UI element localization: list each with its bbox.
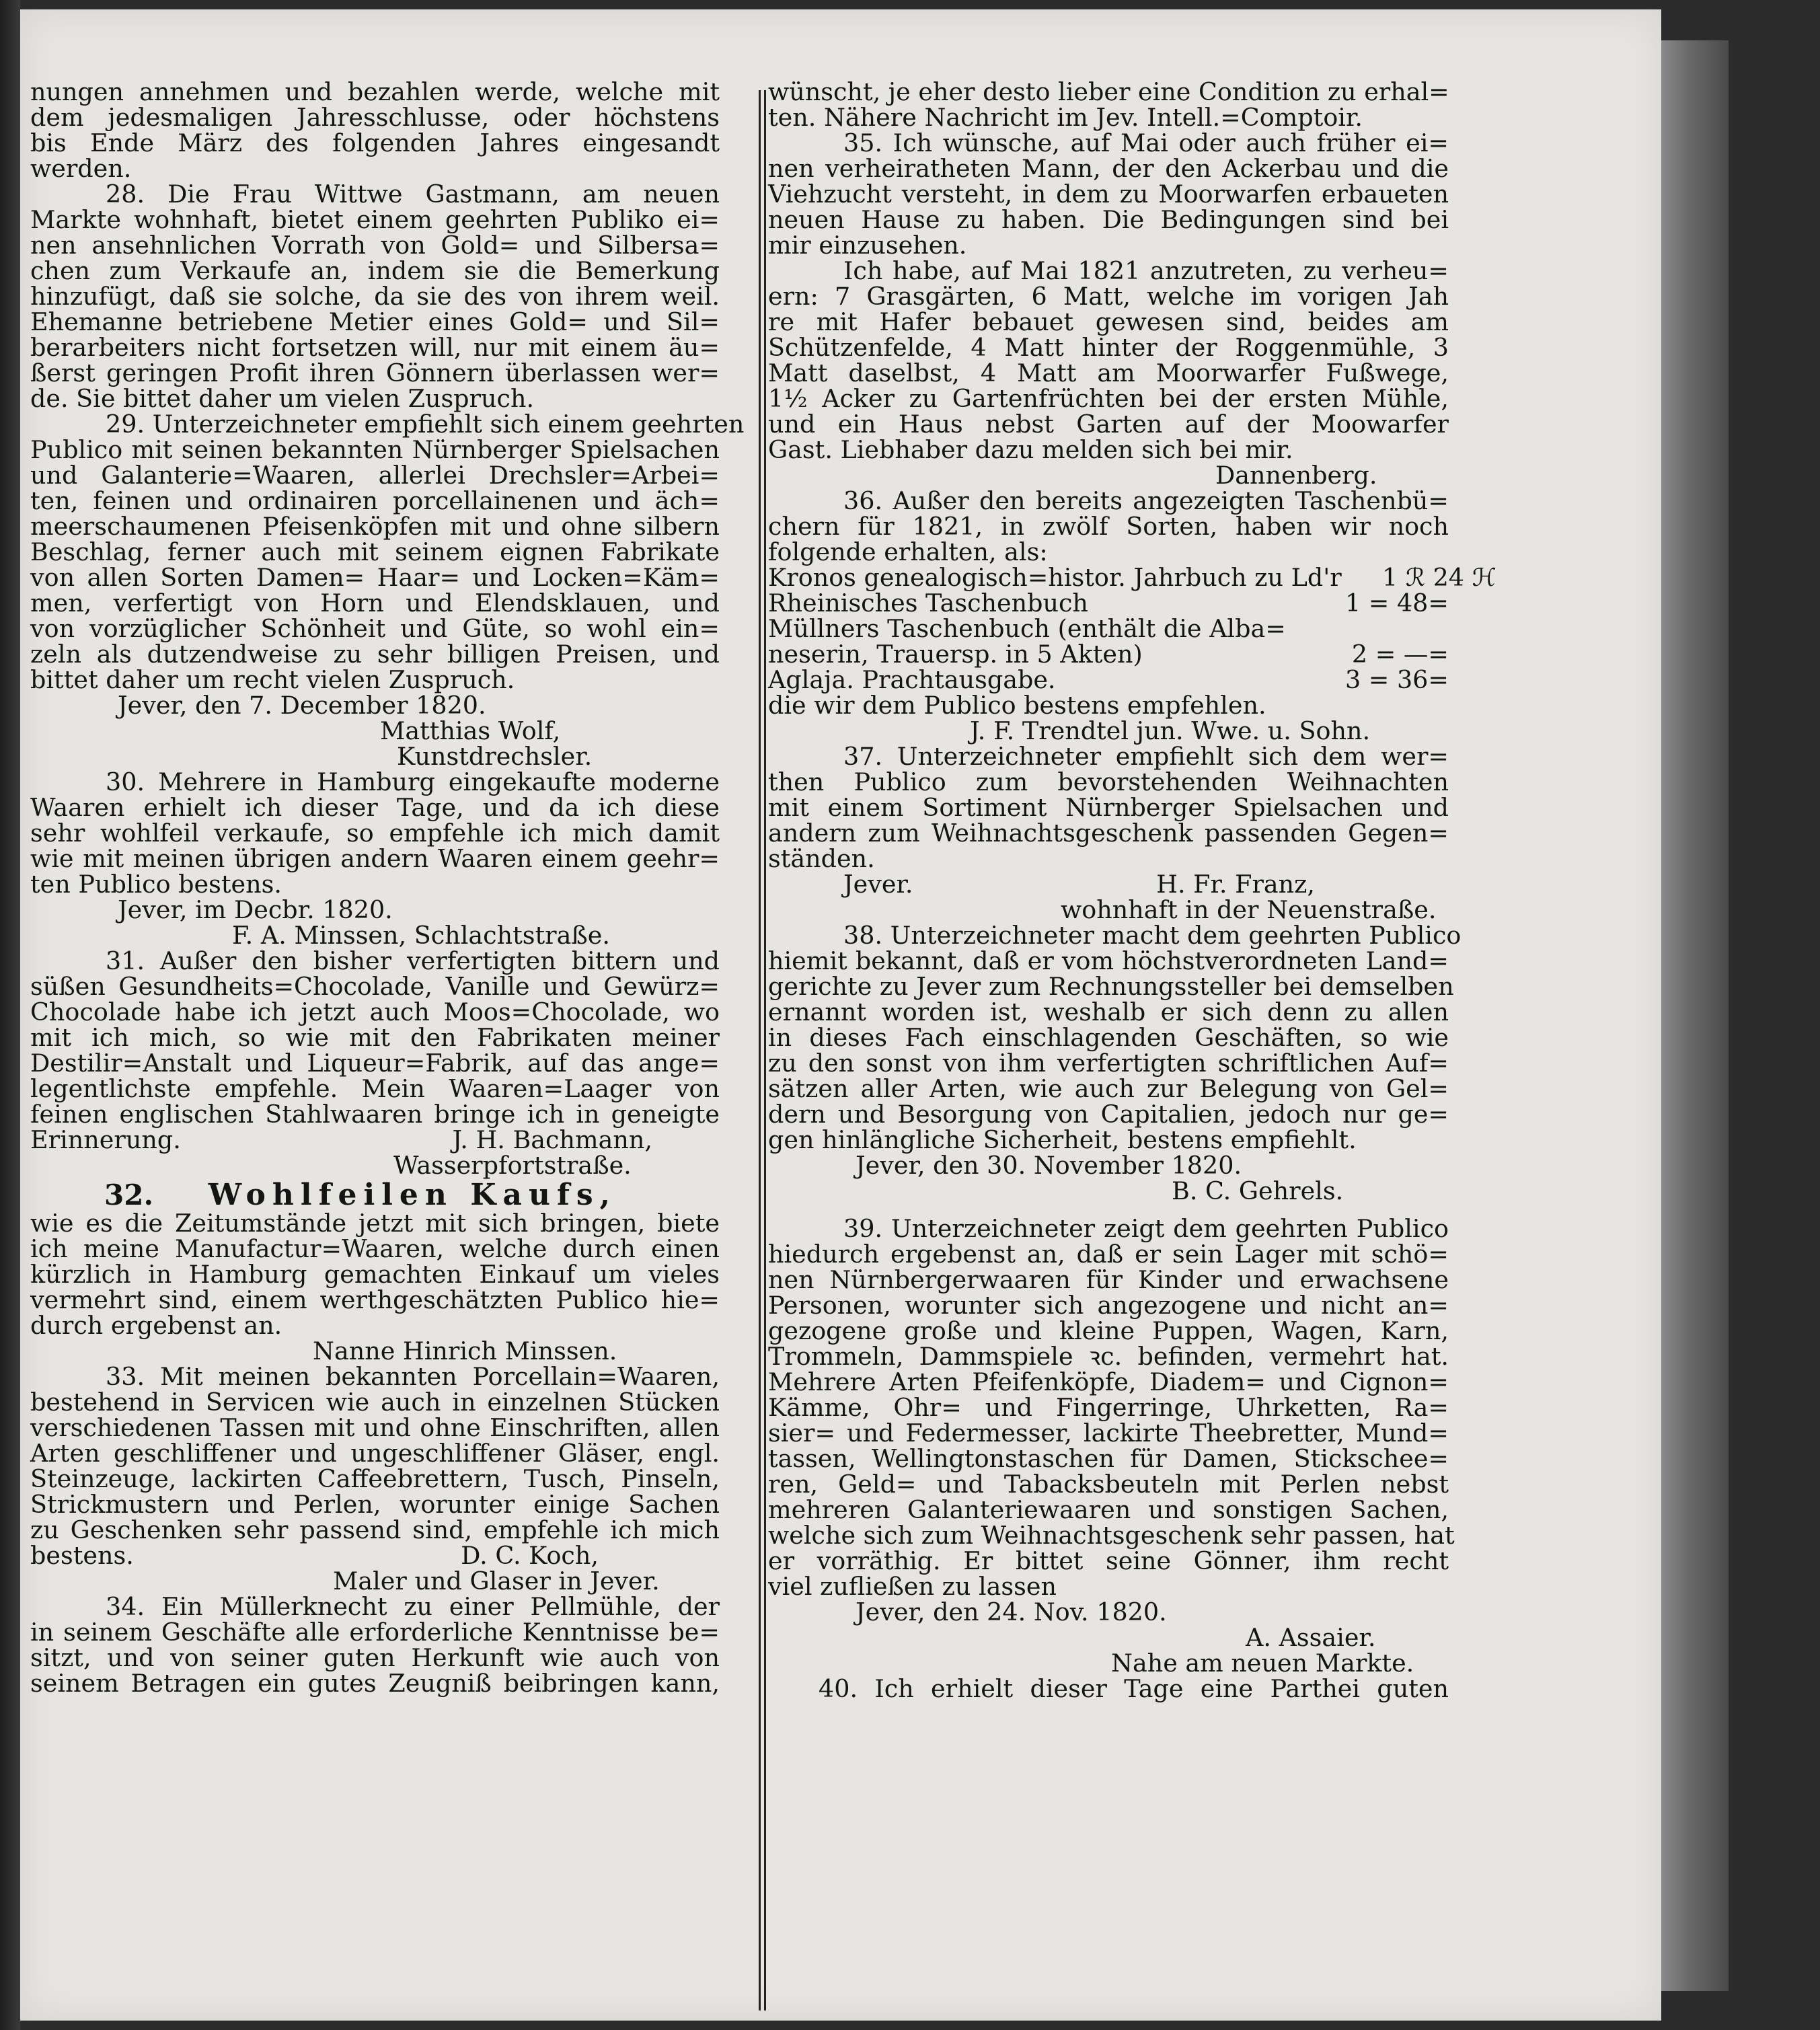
- text-line: 33. Mit meinen bekannten Porcellain=Waaren,: [106, 1362, 720, 1391]
- text-line: chern für 1821, in zwölf Sorten, haben wir noch: [768, 512, 1449, 541]
- notice-33-closing: [30, 1543, 720, 1569]
- notice-32-heading: [30, 1178, 720, 1212]
- text-line: dern und Besorgung von Capitalien, jedoch nur ge=: [768, 1100, 1449, 1129]
- notice-32-number: 32.: [104, 1178, 154, 1211]
- text-line: kürzlich in Hamburg gemachten Einkauf um vieles: [30, 1260, 720, 1289]
- text-line: 38. Unterzeichneter macht dem geehrten Publico: [843, 921, 1462, 950]
- price-item-price: 3 = 36=: [1344, 665, 1449, 694]
- text-line: 39. Unterzeichneter zeigt dem geehrten Publico: [843, 1214, 1449, 1243]
- newspaper-page: [20, 9, 1661, 2021]
- price-item-name: Aglaja. Prachtausgabe.: [768, 665, 1056, 694]
- text-line: hiemit bekannt, daß er vom höchstverordneten Land=: [768, 946, 1449, 975]
- notice-32-title: Wohlfeilen Kaufs,: [208, 1178, 617, 1212]
- text-line: nen ansehnlichen Vorrath von Gold= und Silbersa=: [30, 231, 720, 260]
- text-line: zeln als dutzendweise zu sehr billigen Preisen, und: [30, 640, 720, 669]
- text-line: Strickmustern und Perlen, worunter einige Sachen: [30, 1490, 720, 1519]
- notice-37: [768, 744, 1449, 872]
- text-line: meerschaumenen Pfeisenköpfen mit und ohne silbern: [30, 512, 720, 541]
- price-list-row: [768, 563, 1496, 592]
- text-line: in seinem Geschäfte alle erforderliche Kenntnisse be=: [30, 1618, 720, 1647]
- notice-29-date: Jever, den 7. December 1820.: [118, 691, 486, 720]
- text-line: men, verfertigt von Horn und Elendsklauen, und: [30, 589, 720, 617]
- text-line: nen Nürnbergerwaaren für Kinder und erwachsene: [768, 1265, 1449, 1294]
- text-line: Gast. Liebhaber dazu melden sich bei mir.: [768, 435, 1293, 464]
- notice-33: [30, 1364, 720, 1543]
- text-line: 37. Unterzeichneter empfiehlt sich dem wer=: [843, 742, 1449, 771]
- notice-36-signature: J. F. Trendtel jun. Wwe. u. Sohn.: [970, 716, 1371, 745]
- text-line: 1½ Acker zu Gartenfrüchten bei der ersten Mühle,: [768, 384, 1449, 413]
- binding-gutter: [0, 0, 20, 2030]
- text-line: Kämme, Ohr= und Fingerringe, Uhrketten, Ra=: [768, 1393, 1449, 1422]
- notice-31-address: Wasserpfortstraße.: [393, 1151, 632, 1180]
- text-line: Ich habe, auf Mai 1821 anzutreten, zu verheu=: [843, 256, 1449, 285]
- text-line: hiedurch ergebenst an, daß er sein Lager mit schö=: [768, 1240, 1449, 1269]
- text-line: ernannt worden ist, weshalb er sich denn zu allen: [768, 998, 1449, 1026]
- notice-39-signature: A. Assaier.: [1246, 1623, 1376, 1652]
- text-line: mit ich mich, so wie mit den Fabrikaten meiner: [30, 1023, 720, 1052]
- notice-33-signature: D. C. Koch,: [461, 1541, 599, 1570]
- notice-39-date: Jever, den 24. Nov. 1820.: [856, 1597, 1167, 1626]
- text-line: Destilir=Anstalt und Liqueur=Fabrik, auf das ange=: [30, 1049, 720, 1078]
- text-line: mehreren Galanteriewaaren und sonstigen Sachen,: [768, 1495, 1449, 1524]
- text-line: re mit Hafer bebauet gewesen sind, beides am: [768, 307, 1449, 336]
- text-line: ßerst geringen Profit ihren Gönnern überlassen wer=: [30, 359, 720, 387]
- text-line: durch ergebenst an.: [30, 1311, 282, 1340]
- price-list-row: [768, 591, 1449, 616]
- text-line: werden.: [30, 154, 132, 183]
- text-line: 31. Außer den bisher verfertigten bittern und: [106, 946, 720, 975]
- text-line: andern zum Weihnachtsgeschenk passenden Gegen=: [768, 819, 1449, 848]
- text-line: Steinzeuge, lackirten Caffeebrettern, Tusch, Pinseln,: [30, 1464, 720, 1493]
- notice-36-tail: die wir dem Publico bestens empfehlen.: [768, 691, 1266, 720]
- text-line: 28. Die Frau Wittwe Gastmann, am neuen: [106, 180, 720, 209]
- price-item-price: 2 = —=: [1351, 640, 1449, 669]
- text-line: Waaren erhielt ich dieser Tage, und da ich diese: [30, 793, 720, 822]
- notice-30-signature: F. A. Minssen, Schlachtstraße.: [232, 921, 610, 950]
- text-line: ern: 7 Grasgärten, 6 Matt, welche im vorigen Jah: [768, 282, 1449, 311]
- text-line: legentlichste empfehle. Mein Waaren=Laager von: [30, 1074, 720, 1103]
- notice-29-signature: Matthias Wolf,: [380, 716, 561, 745]
- notice-39: [768, 1214, 1455, 1601]
- text-line: Markte wohnhaft, bietet einem geehrten Publiko ei=: [30, 205, 720, 234]
- text-line: folgende erhalten, als:: [768, 537, 1048, 566]
- notice-29: [30, 410, 745, 694]
- column-divider: [764, 90, 766, 2010]
- price-item-name: Rheinisches Taschenbuch: [768, 589, 1088, 617]
- text-line: de. Sie bittet daher um vielen Zuspruch.: [30, 384, 535, 413]
- text-line: und Galanterie=Waaren, allerlei Drechsler=Arbei=: [30, 461, 720, 490]
- text-line: nungen annehmen und bezahlen werde, welche mit: [30, 77, 720, 106]
- text-line: Beschlag, ferner auch mit seinem eignen Fabrikate: [30, 537, 720, 566]
- text-line: Mehrere Arten Pfeifenköpfe, Diadem= und Cignon=: [768, 1367, 1449, 1396]
- notice-37-closing: [768, 872, 1449, 897]
- text-line: verschiedenen Tassen mit und ohne Einschriften, allen: [30, 1413, 720, 1442]
- price-item-price: 1 ℛ 24 ℋ: [1382, 563, 1496, 592]
- text-line: in dieses Fach einschlagenden Geschäften, so wie: [768, 1023, 1449, 1052]
- text-line: ständen.: [768, 844, 875, 873]
- price-list-row: [768, 667, 1449, 693]
- notice-38-signature: B. C. Gehrels.: [1172, 1176, 1344, 1205]
- notice-30-date: Jever, im Decbr. 1820.: [118, 895, 393, 924]
- text-line: ren, Geld= und Tabacksbeuteln mit Perlen nebst: [768, 1470, 1449, 1499]
- text-line: 30. Mehrere in Hamburg eingekaufte moderne: [106, 767, 720, 796]
- text-line: gen hinlängliche Sicherheit, bestens empfiehlt.: [768, 1125, 1357, 1154]
- notice-34: [30, 1594, 720, 1696]
- text-line: wünscht, je eher desto lieber eine Condition zu erhal=: [768, 77, 1449, 106]
- notice-36: [768, 488, 1449, 565]
- text-line: und ein Haus nebst Garten auf der Moowarfer: [768, 410, 1449, 439]
- text-line: mir einzusehen.: [768, 231, 967, 260]
- text-line: von vorzüglicher Schönheit und Güte, so wohl ein=: [30, 614, 720, 643]
- price-list-row: [768, 616, 1449, 642]
- text-line: tassen, Wellingtonstaschen für Damen, Stickschee=: [768, 1444, 1449, 1473]
- page-edge: [1661, 40, 1729, 1991]
- text-line: dem jedesmaligen Jahresschlusse, oder höchstens: [30, 103, 720, 132]
- text-line: hinzufügt, daß sie solche, da sie des von ihrem weil.: [30, 282, 720, 311]
- text-line: Chocolade habe ich jetzt auch Moos=Chocolade, wo: [30, 998, 720, 1026]
- notice-28: [30, 182, 720, 412]
- notice-31-signature: J. H. Bachmann,: [452, 1125, 652, 1154]
- text-line: Personen, worunter sich angezogene und nicht an=: [768, 1291, 1449, 1320]
- text-line: gerichte zu Jever zum Rechnungssteller bei demselben: [768, 972, 1454, 1001]
- text-line: 34. Ein Müllerknecht zu einer Pellmühle, der: [106, 1592, 720, 1621]
- text-line: Trommeln, Dammspiele ꝛc. befinden, vermehrt hat.: [768, 1342, 1449, 1371]
- text-line: 29. Unterzeichneter empfiehlt sich einem geehrten: [106, 410, 745, 439]
- notice-31-closing: [30, 1127, 720, 1153]
- text-line: vermehrt sind, einem werthgeschätzten Publico hie=: [30, 1285, 720, 1314]
- text-line: neuen Hause zu haben. Die Bedingungen sind bei: [768, 205, 1449, 234]
- text-line: ten. Nähere Nachricht im Jev. Intell.=Comptoir.: [768, 103, 1363, 132]
- text-line: sehr wohlfeil verkaufe, so empfehle ich mich damit: [30, 819, 720, 848]
- right-column: [768, 77, 1496, 2003]
- notice-37-address: wohnhaft in der Neuenstraße.: [1061, 895, 1437, 924]
- notice-27-tail: [30, 79, 720, 182]
- text-line: zu Geschenken sehr passend sind, empfehle ich mich: [30, 1515, 720, 1544]
- text-line: Matt daselbst, 4 Matt am Moorwarfer Fußwege,: [768, 359, 1449, 387]
- text-line: mit einem Sortiment Nürnberger Spielsachen und: [768, 793, 1449, 822]
- text-line: wie mit meinen übrigen andern Waaren einem geehr=: [30, 844, 720, 873]
- text-line: chen zum Verkaufe an, indem sie die Bemerkung: [30, 256, 720, 285]
- price-item-price: [1294, 616, 1449, 642]
- text-line: 36. Außer den bereits angezeigten Taschenbü=: [843, 486, 1449, 515]
- text-line: wie es die Zeitumstände jetzt mit sich bringen, biete: [30, 1209, 720, 1238]
- text-line: ten, feinen und ordinairen porcellainenen und äch=: [30, 486, 720, 515]
- price-item-price: 1 = 48=: [1344, 589, 1449, 617]
- notice-29-profession: Kunstdrechsler.: [397, 742, 593, 771]
- text-line: berarbeiters nicht fortsetzen will, nur mit einem äu=: [30, 333, 720, 362]
- notice-37-place: Jever.: [843, 870, 913, 899]
- text-line: Arten geschliffener und ungeschliffener Gläser, engl.: [30, 1439, 720, 1468]
- text-line: von allen Sorten Damen= Haar= und Locken=Käm=: [30, 563, 720, 592]
- text-line: er vorräthig. Er bittet seine Gönner, ihm recht: [768, 1546, 1449, 1575]
- notice-34-tail: [768, 79, 1449, 130]
- text-line: nen verheiratheten Mann, der den Ackerbau und die: [768, 154, 1449, 183]
- notice-31: [30, 948, 720, 1127]
- text-line: seinem Betragen ein gutes Zeugniß beibringen kann,: [30, 1669, 720, 1698]
- text-line: gezogene große und kleine Puppen, Wagen, Karn,: [768, 1316, 1449, 1345]
- text-line: Publico mit seinen bekannten Nürnberger Spielsachen: [30, 435, 720, 464]
- text-line: welche sich zum Weihnachtsgeschenk sehr passen, hat: [768, 1521, 1455, 1550]
- notice-35-signature: Dannenberg.: [1215, 461, 1377, 490]
- text-line: sier= und Federmesser, lackirte Theebretter, Mund=: [768, 1419, 1449, 1448]
- text-line: sitzt, und von seiner guten Herkunft wie auch von: [30, 1643, 720, 1672]
- price-list-row: [768, 642, 1449, 667]
- price-item-name: Müllners Taschenbuch (enthält die Alba=: [768, 614, 1286, 643]
- notice-35-second: [768, 258, 1449, 463]
- text-line: zu den sonst von ihm verfertigten schriftlichen Auf=: [768, 1049, 1449, 1078]
- notice-31-closing-word: Erinnerung.: [30, 1125, 181, 1154]
- text-line: sätzen aller Arten, wie auch zur Belegung von Gel=: [768, 1074, 1449, 1103]
- text-line: Viehzucht versteht, in dem zu Moorwarfen erbaueten: [768, 180, 1449, 209]
- notice-38: [768, 921, 1462, 1154]
- text-line: bittet daher um recht vielen Zuspruch.: [30, 665, 515, 694]
- notice-35: [768, 130, 1449, 258]
- price-item-name: neserin, Trauersp. in 5 Akten): [768, 640, 1143, 669]
- text-line: süßen Gesundheits=Chocolade, Vanille und Gewürz=: [30, 972, 720, 1001]
- notice-32: [30, 1211, 720, 1339]
- left-column: [30, 77, 745, 2003]
- text-line: ten Publico bestens.: [30, 870, 282, 899]
- notice-40: 40. Ich erhielt dieser Tage eine Parthei guten: [819, 1674, 1449, 1703]
- text-line: then Publico zum bevorstehenden Weihnachten: [768, 767, 1449, 796]
- notice-38-date: Jever, den 30. November 1820.: [856, 1151, 1242, 1180]
- text-line: bis Ende März des folgenden Jahres eingesandt: [30, 128, 720, 157]
- notice-36-price-list: [768, 563, 1496, 694]
- text-line: Schützenfelde, 4 Matt hinter der Roggenmühle, 3: [768, 333, 1449, 362]
- text-line: Ehemanne betriebene Metier eines Gold= und Sil=: [30, 307, 720, 336]
- notice-33-profession: Maler und Glaser in Jever.: [333, 1567, 660, 1595]
- text-line: bestehend in Servicen wie auch in einzelnen Stücken: [30, 1388, 720, 1417]
- notice-30: [30, 769, 720, 897]
- column-divider: [759, 90, 761, 2010]
- text-line: 35. Ich wünsche, auf Mai oder auch früher ei=: [843, 128, 1449, 157]
- text-line: feinen englischen Stahlwaaren bringe ich in geneigte: [30, 1100, 720, 1129]
- notice-37-signature: H. Fr. Franz,: [1156, 870, 1315, 899]
- notice-33-closing-word: bestens.: [30, 1541, 134, 1570]
- notice-32-signature: Nanne Hinrich Minssen.: [313, 1337, 617, 1365]
- text-line: ich meine Manufactur=Waaren, welche durch einen: [30, 1234, 720, 1263]
- notice-39-address: Nahe am neuen Markte.: [1111, 1649, 1414, 1678]
- price-item-name: Kronos genealogisch=histor. Jahrbuch zu Ld'r: [768, 563, 1342, 592]
- text-line: viel zufließen zu lassen: [768, 1572, 1057, 1601]
